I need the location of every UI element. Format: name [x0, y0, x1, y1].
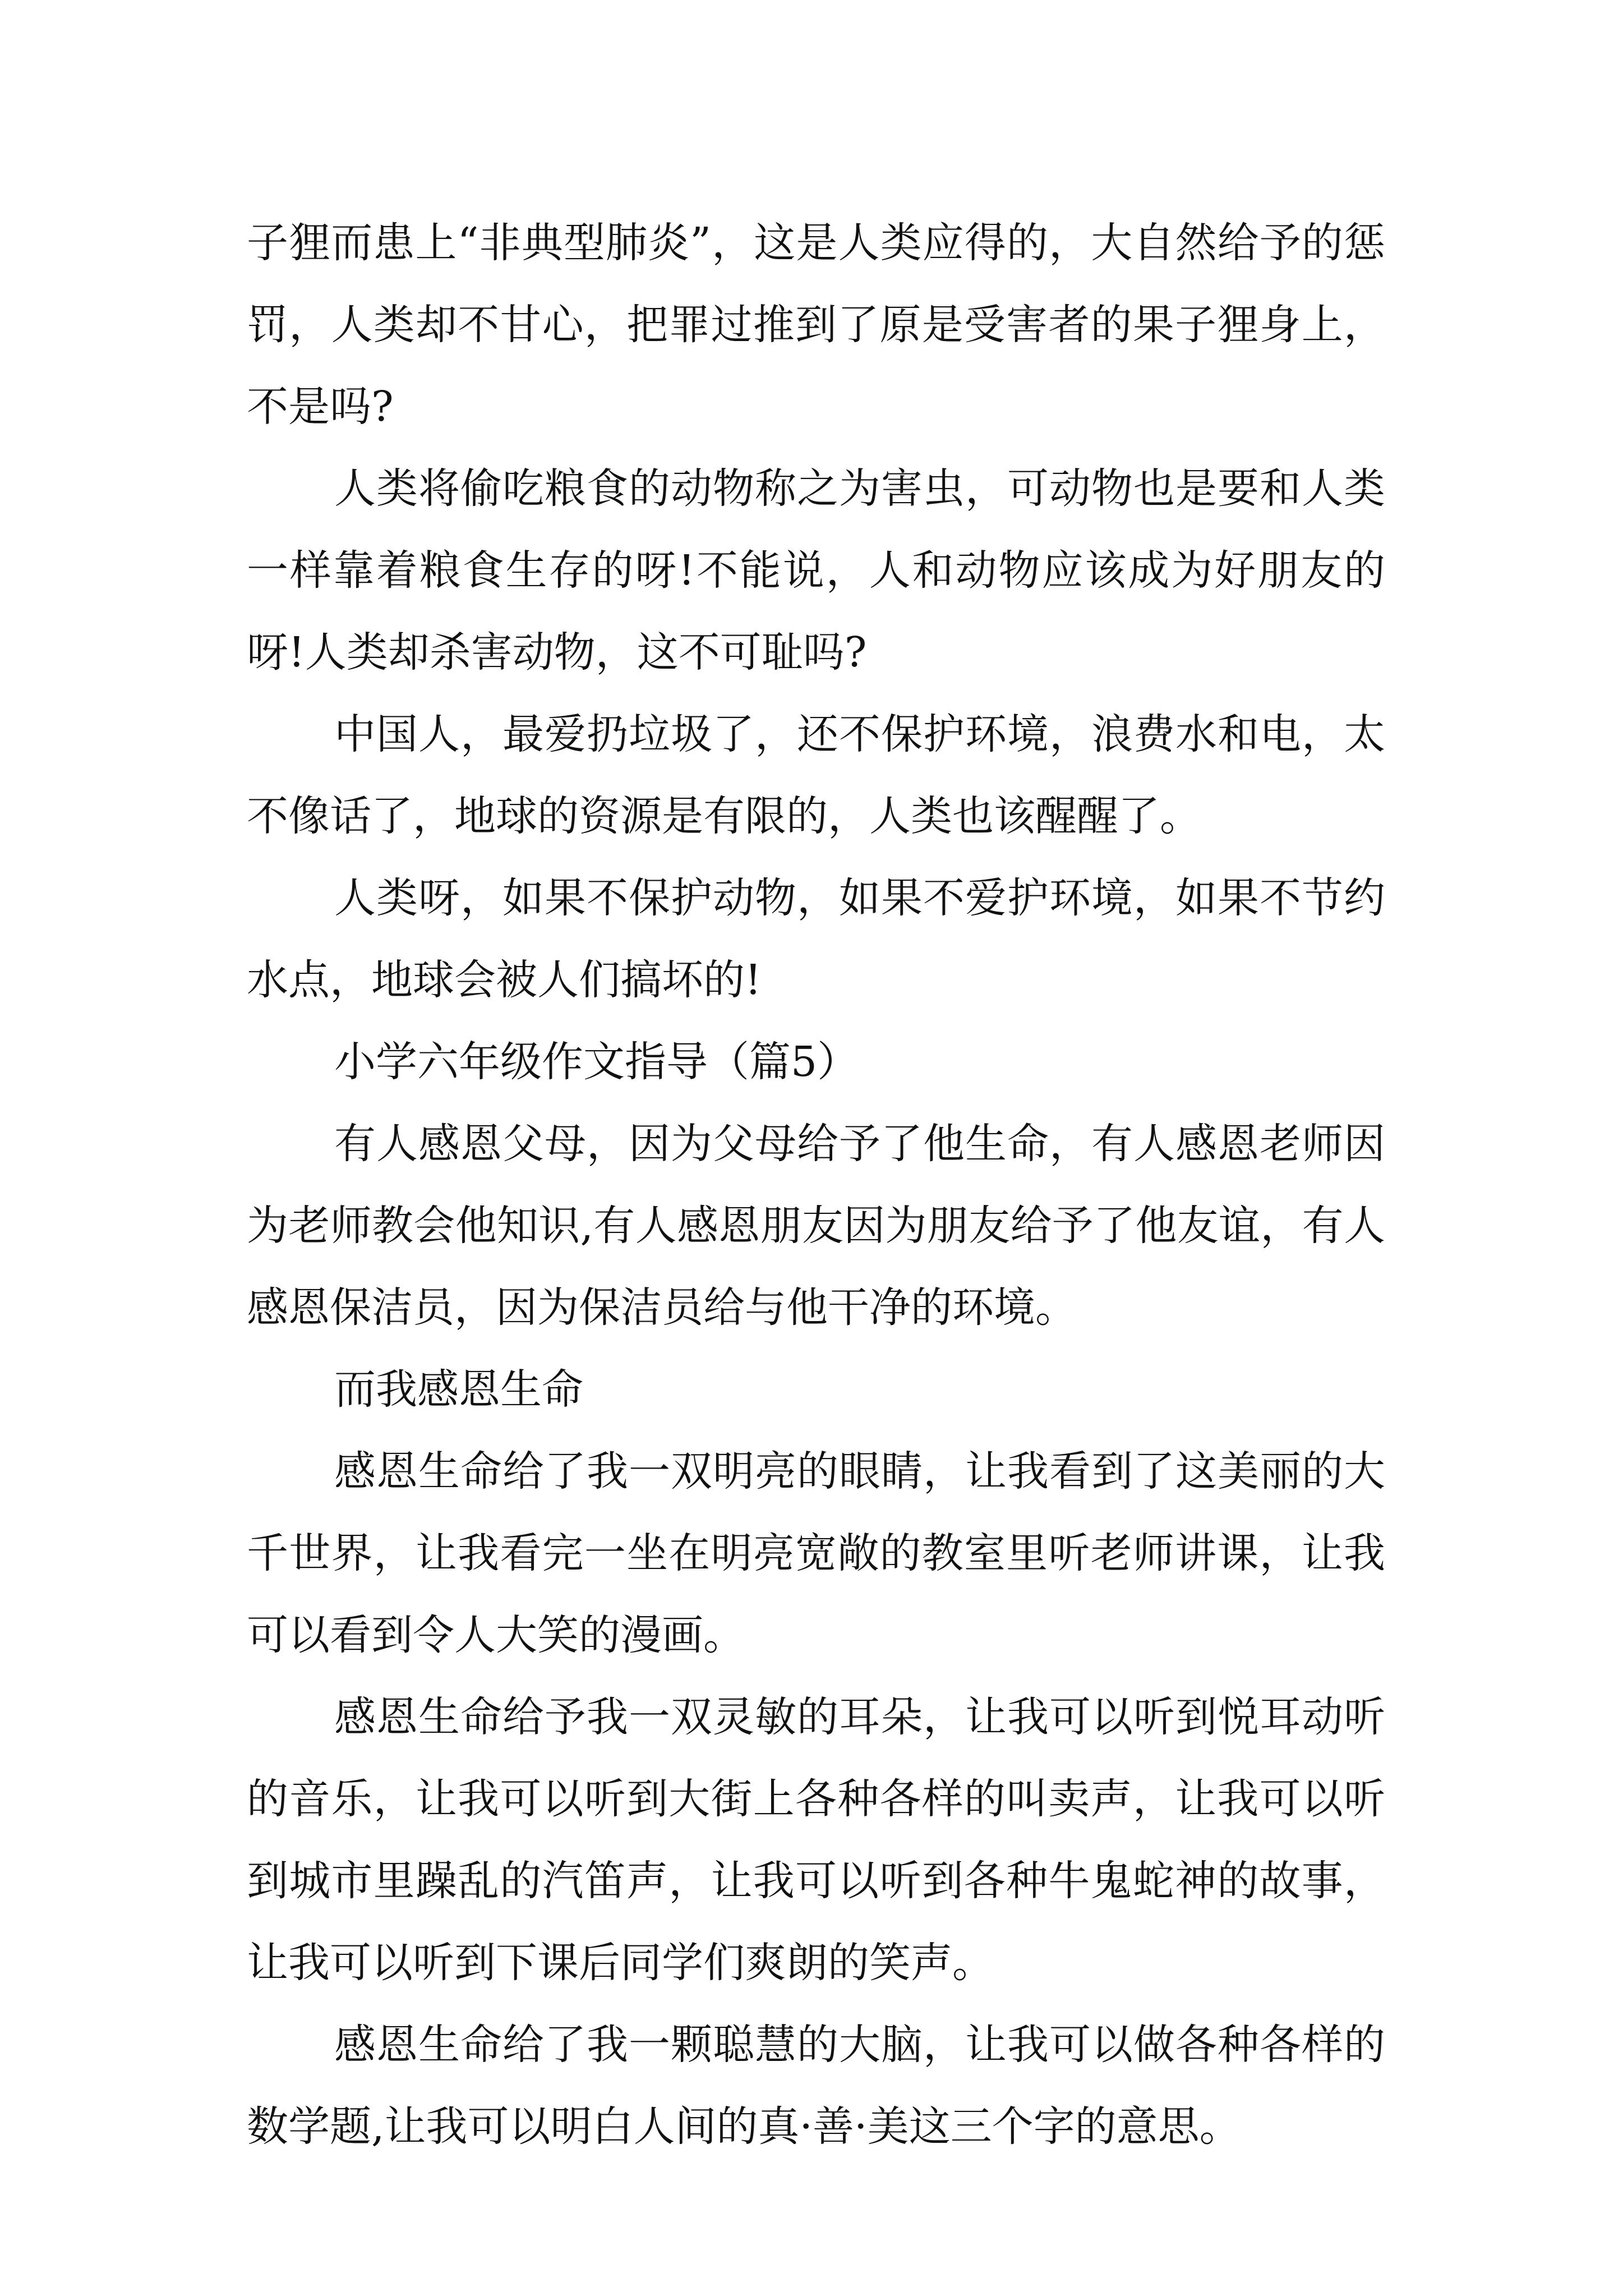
paragraph-8: 感恩生命给予我一双灵敏的耳朵，让我可以听到悦耳动听的音乐，让我可以听到大街上各种各样的叫卖声，让我可以听到城市里躁乱的汽笛声，让我可以听到各种牛鬼蛇神的故事，让我可以听到下课后同学们爽朗的笑声。	[247, 1693, 1385, 1987]
paragraph-3: 中国人，最爱扔垃圾了，还不保护环境，浪费水和电，太不像话了，地球的资源是有限的，人类也该醒醒了。	[247, 710, 1385, 840]
paragraph-5: 有人感恩父母，因为父母给予了他生命，有人感恩老师因为老师教会他知识,有人感恩朋友因为朋友给予了他友谊，有人感恩保洁员，因为保洁员给与他干净的环境。	[247, 1120, 1385, 1332]
paragraph-4: 人类呀，如果不保护动物，如果不爱护环境，如果不节约水点，地球会被人们搞坏的!	[247, 874, 1385, 1004]
paragraph-1: 子狸而患上“非典型肺炎”，这是人类应得的，大自然给予的惩罚，人类却不甘心，把罪过推到了原是受害者的果子狸身上，不是吗?	[247, 219, 1385, 431]
section-heading: 小学六年级作文指导（篇5）	[334, 1038, 859, 1086]
paragraph-7: 感恩生命给了我一双明亮的眼睛，让我看到了这美丽的大千世界，让我看完一坐在明亮宽敞的教室里听老师讲课，让我可以看到令人大笑的漫画。	[247, 1447, 1385, 1659]
paragraph-2: 人类将偷吃粮食的动物称之为害虫，可动物也是要和人类一样靠着粮食生存的呀!不能说，人和动物应该成为好朋友的呀!人类却杀害动物，这不可耻吗?	[247, 464, 1385, 677]
paragraph-9: 感恩生命给了我一颗聪慧的大脑，让我可以做各种各样的数学题,让我可以明白人间的真·善·美这三个字的意思。	[247, 2021, 1385, 2151]
paragraph-6: 而我感恩生命	[334, 1365, 583, 1414]
document-page	[247, 202, 1385, 2168]
